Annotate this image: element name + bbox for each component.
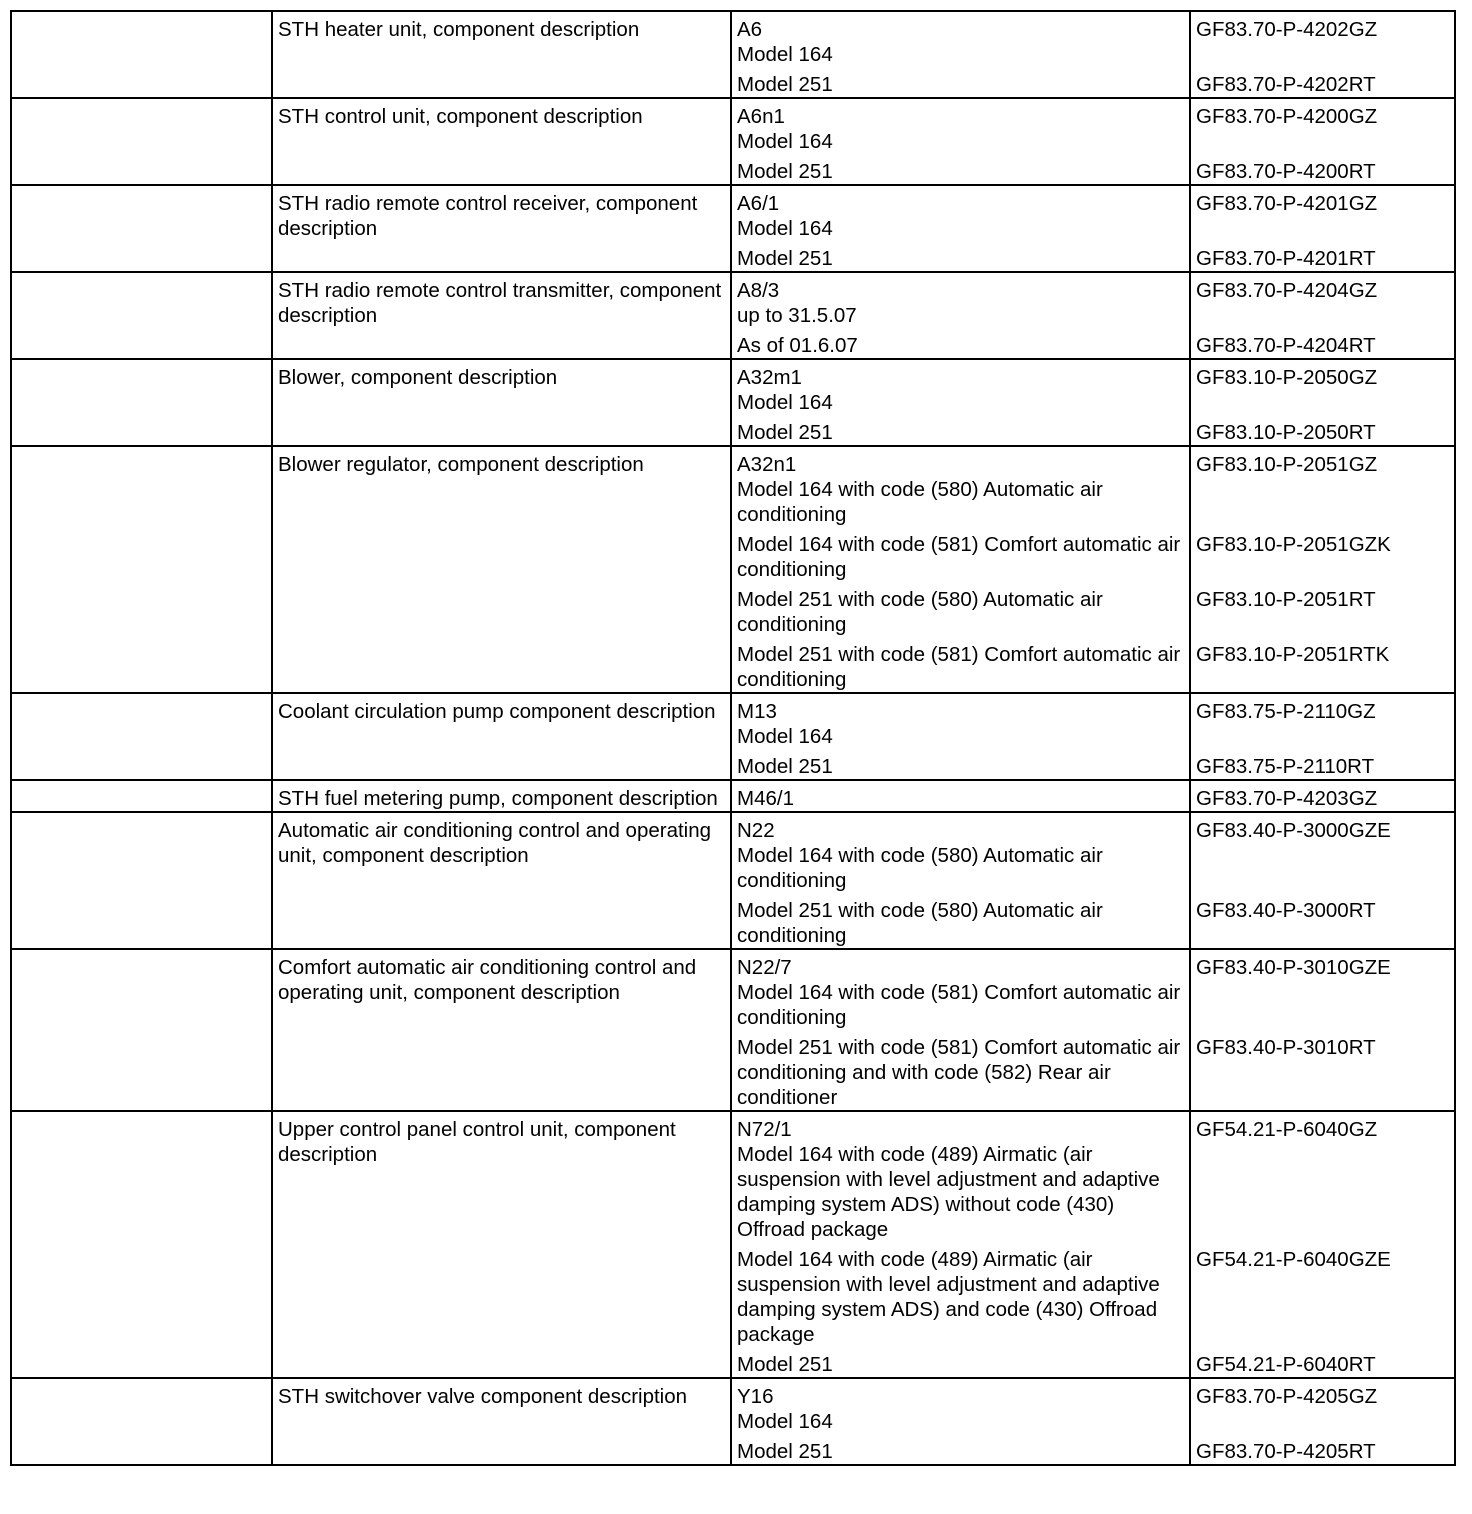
empty-cell xyxy=(11,98,272,185)
document-number: GF83.70-P-4204GZ xyxy=(1196,279,1378,302)
document-number: GF83.70-P-4200RT xyxy=(1196,160,1376,183)
empty-cell xyxy=(11,949,272,1111)
empty-cell xyxy=(11,1378,272,1465)
table-row xyxy=(11,185,1455,272)
document-number-cell xyxy=(1190,272,1455,359)
table-row xyxy=(11,272,1455,359)
variant-condition: Model 164 xyxy=(737,130,833,153)
component-description: STH heater unit, component description xyxy=(272,11,731,98)
empty-cell xyxy=(11,11,272,98)
variant-condition: Model 251 xyxy=(737,1353,833,1376)
document-number-cell xyxy=(1190,780,1455,812)
variant-group xyxy=(732,694,1189,749)
document-number: GF83.40-P-3010RT xyxy=(1196,1036,1376,1059)
table-row xyxy=(11,949,1455,1111)
variant-condition: Model 251 xyxy=(737,421,833,444)
document-number: GF83.10-P-2050GZ xyxy=(1196,366,1378,389)
component-description: STH control unit, component description xyxy=(272,98,731,185)
variant-group xyxy=(732,813,1189,893)
document-number: GF83.70-P-4201RT xyxy=(1196,247,1376,270)
component-code: M13 xyxy=(737,700,777,723)
variant-group xyxy=(732,12,1189,67)
variant-condition: Model 164 with code (489) Airmatic (air suspension with level adjustment and adaptive damping system ADS) and code (430) Offroad package xyxy=(737,1248,1160,1346)
component-description-table xyxy=(10,10,1456,1466)
variant-condition: Model 251 with code (580) Automatic air conditioning xyxy=(737,899,1103,947)
document-number-cell xyxy=(1190,949,1455,1111)
document-number: GF83.10-P-2051GZK xyxy=(1196,533,1391,556)
variant-group xyxy=(732,950,1189,1030)
component-variants-cell xyxy=(731,693,1190,780)
component-variants-cell xyxy=(731,1378,1190,1465)
empty-cell xyxy=(11,812,272,949)
component-description: STH radio remote control transmitter, component description xyxy=(272,272,731,359)
table-row xyxy=(11,780,1455,812)
component-code: N22/7 xyxy=(737,956,792,979)
empty-cell xyxy=(11,272,272,359)
variant-condition: Model 251 xyxy=(737,1440,833,1463)
variant-group xyxy=(732,447,1189,527)
document-number-cell xyxy=(1190,11,1455,98)
document-number: GF83.70-P-4205RT xyxy=(1196,1440,1376,1463)
variant-condition: Model 164 xyxy=(737,43,833,66)
variant-condition: As of 01.6.07 xyxy=(737,334,858,357)
variant-condition: Model 164 xyxy=(737,725,833,748)
component-variants-cell xyxy=(731,780,1190,812)
component-variants-cell xyxy=(731,949,1190,1111)
empty-cell xyxy=(11,446,272,693)
variant-group xyxy=(732,749,1189,779)
variant-group xyxy=(732,1434,1189,1464)
component-description: Blower regulator, component description xyxy=(272,446,731,693)
component-variants-cell xyxy=(731,185,1190,272)
table-row xyxy=(11,11,1455,98)
component-variants-cell xyxy=(731,446,1190,693)
variant-group xyxy=(732,273,1189,328)
empty-cell xyxy=(11,780,272,812)
variant-group xyxy=(732,328,1189,358)
empty-cell xyxy=(11,693,272,780)
component-code: A6n1 xyxy=(737,105,785,128)
variant-group xyxy=(732,893,1189,948)
document-number: GF83.10-P-2050RT xyxy=(1196,421,1376,444)
component-variants-cell xyxy=(731,272,1190,359)
variant-group xyxy=(732,154,1189,184)
component-code: M46/1 xyxy=(737,787,794,810)
document-number: GF83.75-P-2110GZ xyxy=(1196,700,1376,723)
variant-group xyxy=(732,781,1189,811)
component-variants-cell xyxy=(731,11,1190,98)
document-number: GF83.10-P-2051RT xyxy=(1196,588,1376,611)
variant-condition: Model 251 xyxy=(737,73,833,96)
variant-condition: Model 164 xyxy=(737,217,833,240)
variant-condition: Model 251 with code (580) Automatic air conditioning xyxy=(737,588,1103,636)
variant-condition: Model 164 with code (581) Comfort automatic air conditioning xyxy=(737,981,1181,1029)
table-row xyxy=(11,446,1455,693)
component-description: STH fuel metering pump, component description xyxy=(272,780,731,812)
variant-group xyxy=(732,1242,1189,1347)
component-code: N72/1 xyxy=(737,1118,792,1141)
document-number: GF54.21-P-6040GZE xyxy=(1196,1248,1391,1271)
document-number: GF83.70-P-4203GZ xyxy=(1196,787,1378,810)
variant-condition: Model 251 xyxy=(737,755,833,778)
component-code: N22 xyxy=(737,819,775,842)
document-number-cell xyxy=(1190,812,1455,949)
variant-group xyxy=(732,527,1189,582)
document-number: GF83.75-P-2110RT xyxy=(1196,755,1375,778)
variant-group xyxy=(732,99,1189,154)
document-number: GF83.40-P-3000RT xyxy=(1196,899,1376,922)
document-number: GF54.21-P-6040GZ xyxy=(1196,1118,1378,1141)
document-number: GF83.70-P-4200GZ xyxy=(1196,105,1378,128)
variant-condition: Model 164 with code (580) Automatic air conditioning xyxy=(737,844,1103,892)
component-description: Blower, component description xyxy=(272,359,731,446)
table-row xyxy=(11,812,1455,949)
document-number: GF83.40-P-3010GZE xyxy=(1196,956,1391,979)
document-number-cell xyxy=(1190,1111,1455,1378)
component-variants-cell xyxy=(731,812,1190,949)
component-code: A32m1 xyxy=(737,366,802,389)
variant-condition: Model 251 with code (581) Comfort automatic air conditioning and with code (582) Rear air conditioner xyxy=(737,1036,1181,1109)
document-number: GF83.70-P-4202GZ xyxy=(1196,18,1378,41)
variant-group xyxy=(732,1347,1189,1377)
table-row xyxy=(11,1378,1455,1465)
table-row xyxy=(11,359,1455,446)
component-description: Upper control panel control unit, component description xyxy=(272,1111,731,1378)
document-number-cell xyxy=(1190,98,1455,185)
variant-condition: Model 164 xyxy=(737,391,833,414)
variant-condition: Model 251 xyxy=(737,160,833,183)
variant-group xyxy=(732,637,1189,692)
component-variants-cell xyxy=(731,1111,1190,1378)
document-number: GF83.70-P-4202RT xyxy=(1196,73,1376,96)
document-number: GF83.40-P-3000GZE xyxy=(1196,819,1391,842)
document-number-cell xyxy=(1190,1378,1455,1465)
document-number: GF83.70-P-4205GZ xyxy=(1196,1385,1378,1408)
variant-condition: Model 164 xyxy=(737,1410,833,1433)
variant-condition: Model 164 with code (581) Comfort automatic air conditioning xyxy=(737,533,1181,581)
variant-group xyxy=(732,415,1189,445)
variant-group xyxy=(732,582,1189,637)
table-row xyxy=(11,693,1455,780)
table-body xyxy=(11,11,1455,1465)
document-number: GF83.10-P-2051RTK xyxy=(1196,643,1390,666)
component-variants-cell xyxy=(731,359,1190,446)
component-description: STH switchover valve component description xyxy=(272,1378,731,1465)
component-code: Y16 xyxy=(737,1385,774,1408)
table-row xyxy=(11,98,1455,185)
variant-group xyxy=(732,67,1189,97)
document-number: GF83.10-P-2051GZ xyxy=(1196,453,1378,476)
variant-group xyxy=(732,186,1189,241)
document-number: GF83.70-P-4201GZ xyxy=(1196,192,1378,215)
document-number-cell xyxy=(1190,359,1455,446)
component-description: Comfort automatic air conditioning control and operating unit, component description xyxy=(272,949,731,1111)
document-number: GF54.21-P-6040RT xyxy=(1196,1353,1376,1376)
component-code: A6/1 xyxy=(737,192,780,215)
variant-condition: up to 31.5.07 xyxy=(737,304,857,327)
variant-condition: Model 164 with code (489) Airmatic (air suspension with level adjustment and adaptive damping system ADS) without code (430) Offroad package xyxy=(737,1143,1160,1241)
variant-condition: Model 164 with code (580) Automatic air conditioning xyxy=(737,478,1103,526)
component-description: Coolant circulation pump component description xyxy=(272,693,731,780)
variant-group xyxy=(732,241,1189,271)
component-description: STH radio remote control receiver, component description xyxy=(272,185,731,272)
empty-cell xyxy=(11,1111,272,1378)
component-code: A32n1 xyxy=(737,453,797,476)
document-number-cell xyxy=(1190,185,1455,272)
variant-condition: Model 251 xyxy=(737,247,833,270)
document-number: GF83.70-P-4204RT xyxy=(1196,334,1376,357)
table-row xyxy=(11,1111,1455,1378)
variant-group xyxy=(732,1030,1189,1110)
component-description: Automatic air conditioning control and operating unit, component description xyxy=(272,812,731,949)
empty-cell xyxy=(11,359,272,446)
variant-group xyxy=(732,1379,1189,1434)
document-number-cell xyxy=(1190,446,1455,693)
component-code: A8/3 xyxy=(737,279,780,302)
component-variants-cell xyxy=(731,98,1190,185)
empty-cell xyxy=(11,185,272,272)
variant-group xyxy=(732,1112,1189,1242)
variant-condition: Model 251 with code (581) Comfort automatic air conditioning xyxy=(737,643,1181,691)
variant-group xyxy=(732,360,1189,415)
component-code: A6 xyxy=(737,18,763,41)
document-number-cell xyxy=(1190,693,1455,780)
